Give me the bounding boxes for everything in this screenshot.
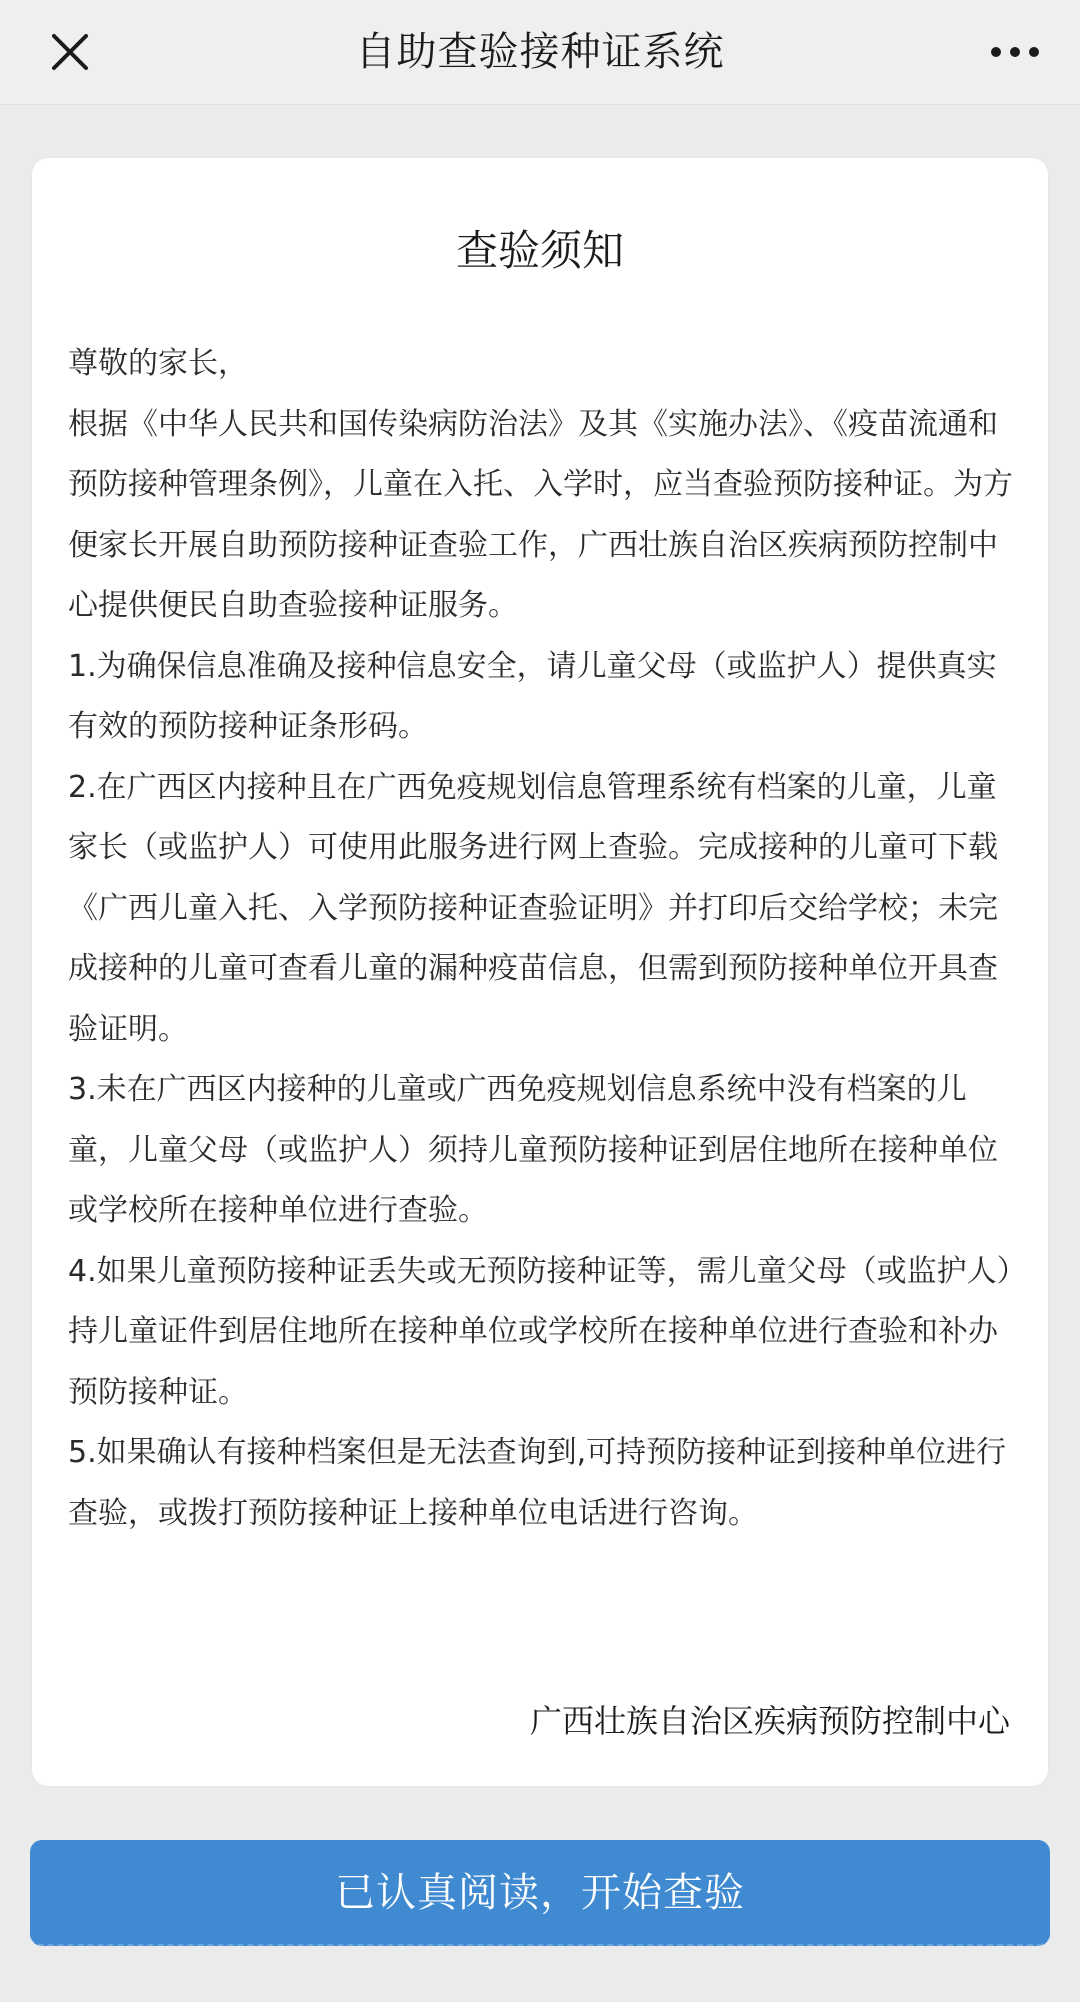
- notice-paragraph: 根据《中华人民共和国传染病防治法》及其《实施办法》、《疫苗流通和预防接种管理条例》，儿童在入托、入学时，应当查验预防接种证。为方便家长开展自助预防接种证查验工作，广西壮族自治区疾病预防控制中心提供便民自助查验接种证服务。: [68, 406, 1013, 623]
- notice-greeting: 尊敬的家长，: [68, 346, 248, 381]
- notice-item-2: 2.在广西区内接种且在广西免疫规划信息管理系统有档案的儿童，儿童家长（或监护人）可使用此服务进行网上查验。完成接种的儿童可下载《广西儿童入托、入学预防接种证查验证明》并打印后交给学校；未完成接种的儿童可查看儿童的漏种疫苗信息，但需到预防接种单位开具查验证明。: [68, 769, 998, 1047]
- notice-item-3: 3.未在广西区内接种的儿童或广西免疫规划信息系统中没有档案的儿童，儿童父母（或监护人）须持儿童预防接种证到居住地所在接种单位或学校所在接种单位进行查验。: [68, 1072, 998, 1228]
- issuer-signature: 广西壮族自治区疾病预防控制中心: [529, 1702, 1010, 1740]
- more-button[interactable]: [980, 22, 1050, 82]
- close-button[interactable]: [40, 22, 100, 82]
- notice-title: 查验须知: [455, 226, 624, 275]
- notice-item-5: 5.如果确认有接种档案但是无法查询到,可持预防接种证到接种单位进行查验，或拨打预防接种证上接种单位电话进行咨询。: [68, 1435, 1007, 1531]
- top-bar: [0, 0, 1080, 105]
- notice-content: [68, 334, 1024, 1544]
- more-icon: [990, 46, 1040, 58]
- notice-item-4: 4.如果儿童预防接种证丢失或无预防接种证等，需儿童父母（或监护人）持儿童证件到居住地所在接种单位或学校所在接种单位进行查验和补办预防接种证。: [68, 1253, 1012, 1410]
- notice-card: [32, 158, 1048, 1786]
- start-check-button[interactable]: 已认真阅读，开始查验: [30, 1840, 1050, 1946]
- page-title: 自助查验接种证系统: [355, 29, 725, 75]
- close-icon: [50, 32, 90, 72]
- notice-item-1: 1.为确保信息准确及接种信息安全，请儿童父母（或监护人）提供真实有效的预防接种证条形码。: [68, 648, 997, 744]
